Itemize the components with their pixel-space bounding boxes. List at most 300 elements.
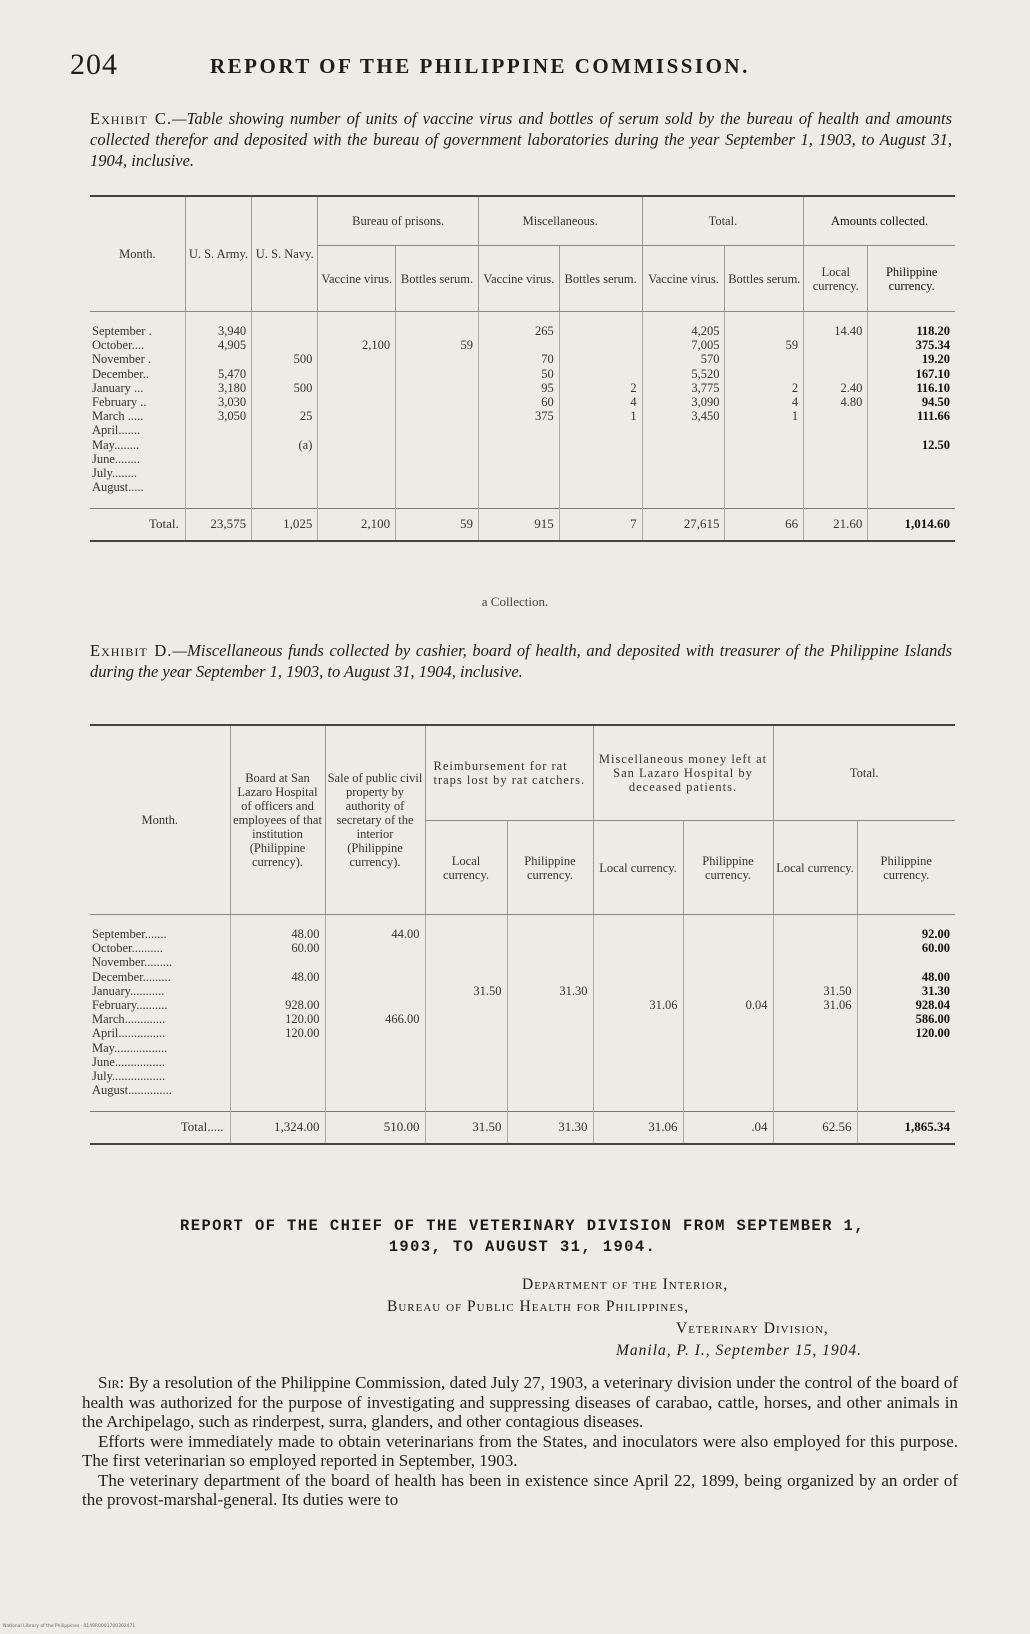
col-us-army: U. S. Army. (185, 196, 251, 312)
exhibit-d-table (90, 724, 955, 1145)
cell-board (230, 1055, 325, 1069)
cell-t_phil (857, 1069, 955, 1083)
cell-board: 48.00 (230, 970, 325, 984)
cell-sale (325, 1069, 425, 1083)
cell-p_vac (318, 352, 396, 366)
cell-army: 5,470 (185, 367, 251, 381)
cell-month: October.......... (90, 941, 230, 955)
table-row (90, 1055, 955, 1069)
table-row (90, 438, 955, 452)
cell-r_phil (507, 1026, 593, 1040)
cell-local (804, 423, 868, 437)
cell-m_vac (478, 466, 559, 480)
total-phil: 1,014.60 (868, 509, 955, 541)
total-row (90, 509, 955, 541)
cell-m_vac (478, 480, 559, 509)
cell-r_loc (425, 998, 507, 1012)
col-total: Total. (773, 725, 955, 821)
total-board: 1,324.00 (230, 1112, 325, 1144)
table-row (90, 452, 955, 466)
total-army: 23,575 (185, 509, 251, 541)
col-amounts: Amounts collected. (804, 196, 955, 246)
cell-month: April....... (90, 423, 185, 437)
cell-local (804, 438, 868, 452)
cell-p_vac (318, 312, 396, 339)
cell-r_loc (425, 1012, 507, 1026)
cell-r_phil (507, 915, 593, 942)
cell-phil: 12.50 (921, 437, 950, 452)
cell-m_loc (593, 1012, 683, 1026)
col-local-currency: Local currency. (804, 246, 868, 312)
cell-month: April............... (90, 1026, 230, 1040)
cell-t_phil: 120.00 (915, 1026, 950, 1041)
paragraph-3: The veterinary department of the board of health has been in existence since April 22, 1899, being organized by an order of the provost-marshal-general. Its duties were to (82, 1470, 958, 1509)
cell-r_phil (507, 1012, 593, 1026)
cell-month: July........ (90, 466, 185, 480)
cell-sale (325, 941, 425, 955)
cell-p_vac (318, 438, 396, 452)
cell-navy (252, 338, 318, 352)
address-line-2: Bureau of Public Health for Philippines, (387, 1298, 690, 1315)
cell-m_bot (559, 423, 642, 437)
cell-p_vac (318, 423, 396, 437)
total-p_vac: 2,100 (318, 509, 396, 541)
cell-local: 14.40 (804, 312, 868, 339)
cell-t_loc (773, 941, 857, 955)
col-total: Total. (642, 196, 804, 246)
cell-p_bot (396, 438, 479, 452)
cell-t_vac (642, 423, 725, 437)
cell-m_vac: 265 (478, 312, 559, 339)
exhibit-c-table (90, 195, 955, 542)
cell-t_phil: 48.00 (921, 969, 950, 984)
cell-navy: 25 (252, 409, 318, 423)
page-number: 204 (70, 48, 118, 81)
cell-t_bot (725, 480, 804, 509)
exhibit-c-footnote: a Collection. (481, 594, 549, 609)
col-total-philippine: Philippine currency. (857, 821, 955, 915)
cell-army: 3,050 (185, 409, 251, 423)
cell-local (804, 338, 868, 352)
cell-board (230, 984, 325, 998)
cell-t_loc (773, 1055, 857, 1069)
total-t_vac: 27,615 (642, 509, 725, 541)
cell-r_phil (507, 1041, 593, 1055)
total-r_loc: 31.50 (425, 1112, 507, 1144)
exhibit-d-caption (90, 640, 952, 682)
exhibit-c-label: Exhibit C. (90, 109, 173, 128)
cell-p_bot (396, 367, 479, 381)
paragraph-1-text: By a resolution of the Philippine Commission, dated July 27, 1903, a veterinary division under the control of the board of health was authorized for the purpose of investigating and suppressing diseases of carabao, cattle, horses, and other animals in the Archipelago, such as rinderpest, surra, glanders, and other contagious diseases. (82, 1373, 958, 1431)
cell-board: 928.00 (230, 998, 325, 1012)
table-row (90, 955, 955, 969)
total-navy: 1,025 (252, 509, 318, 541)
col-bureau-prisons: Bureau of prisons. (318, 196, 479, 246)
cell-army: 4,905 (185, 338, 251, 352)
cell-t_bot (725, 367, 804, 381)
cell-t_phil (857, 1041, 955, 1055)
col-prisons-vaccine: Vaccine virus. (318, 246, 396, 312)
cell-t_bot (725, 438, 804, 452)
cell-t_loc (773, 1041, 857, 1055)
cell-t_loc: 31.50 (773, 984, 857, 998)
library-imprint: National Library of the Philippines · 0149R0001700302471 (3, 1624, 136, 1629)
cell-p_bot (396, 466, 479, 480)
cell-board: 120.00 (230, 1012, 325, 1026)
cell-t_vac: 3,450 (642, 409, 725, 423)
cell-r_loc (425, 970, 507, 984)
col-misc-local: Local currency. (593, 821, 683, 915)
cell-m_vac (478, 438, 559, 452)
col-board-san-lazaro: Board at San Lazaro Hospital of officers and employees of that institution (Philippine currency). (230, 725, 325, 915)
total-t_bot: 66 (725, 509, 804, 541)
cell-month: June........ (90, 452, 185, 466)
col-miscellaneous: Miscellaneous. (478, 196, 642, 246)
cell-sale (325, 955, 425, 969)
cell-p_bot (396, 409, 479, 423)
cell-m_loc (593, 1069, 683, 1083)
table-row (90, 998, 955, 1012)
cell-m_loc (593, 984, 683, 998)
cell-p_bot (396, 381, 479, 395)
cell-p_vac (318, 452, 396, 466)
cell-phil: 111.66 (917, 409, 950, 424)
col-total-vaccine: Vaccine virus. (642, 246, 725, 312)
table-row (90, 480, 955, 509)
cell-m_bot (559, 352, 642, 366)
cell-month: March ..... (90, 409, 185, 423)
cell-t_loc (773, 915, 857, 942)
cell-army: 3,030 (185, 395, 251, 409)
cell-phil: 19.20 (921, 352, 950, 367)
cell-r_phil (507, 955, 593, 969)
cell-t_vac: 3,775 (642, 381, 725, 395)
cell-board: 120.00 (230, 1026, 325, 1040)
cell-r_loc (425, 941, 507, 955)
cell-board (230, 1069, 325, 1083)
cell-navy (252, 312, 318, 339)
total-p_bot: 59 (396, 509, 479, 541)
cell-m_phil (683, 1012, 773, 1026)
table-row (90, 466, 955, 480)
table-row (90, 970, 955, 984)
cell-t_bot (725, 466, 804, 480)
cell-t_bot (725, 352, 804, 366)
cell-p_bot (396, 395, 479, 409)
col-sale-property: Sale of public civil property by authority of secretary of the interior (Philippine currency). (325, 725, 425, 915)
cell-t_bot: 2 (725, 381, 804, 395)
cell-navy: (a) (252, 438, 318, 452)
col-misc-bottles: Bottles serum. (559, 246, 642, 312)
report-title-line-1: REPORT OF THE CHIEF OF THE VETERINARY DIVISION FROM SEPTEMBER 1, (180, 1217, 865, 1235)
cell-local (804, 367, 868, 381)
cell-t_phil (857, 1055, 955, 1069)
cell-t_vac (642, 466, 725, 480)
cell-board (230, 955, 325, 969)
cell-month: August.............. (90, 1083, 230, 1112)
cell-m_loc (593, 1055, 683, 1069)
total-t_phil: 1,865.34 (857, 1112, 955, 1144)
cell-t_phil: 60.00 (921, 941, 950, 956)
cell-board: 60.00 (230, 941, 325, 955)
cell-r_loc (425, 1041, 507, 1055)
cell-sale (325, 1041, 425, 1055)
cell-month: September . (90, 312, 185, 339)
cell-army (185, 423, 251, 437)
cell-local (804, 409, 868, 423)
col-reimb-philippine: Philippine currency. (507, 821, 593, 915)
table-row (90, 1041, 955, 1055)
total-m_loc: 31.06 (593, 1112, 683, 1144)
total-m_phil: .04 (683, 1112, 773, 1144)
cell-p_bot (396, 312, 479, 339)
cell-army: 3,940 (185, 312, 251, 339)
cell-m_loc: 31.06 (593, 998, 683, 1012)
report-title (90, 1216, 955, 1258)
cell-p_vac (318, 381, 396, 395)
cell-m_bot (559, 312, 642, 339)
cell-t_phil: 928.04 (915, 998, 950, 1013)
cell-t_loc (773, 955, 857, 969)
cell-t_phil: 92.00 (921, 927, 950, 941)
exhibit-c-caption-text: —Table showing number of units of vaccine virus and bottles of serum sold by the bureau of health and amounts collected therefor and deposited with the bureau of government laboratories during the year September 1, 1903, to August 31, 1904, inclusive. (90, 109, 953, 170)
exhibit-c-caption (90, 108, 952, 171)
cell-r_loc (425, 1083, 507, 1112)
table-row (90, 352, 955, 366)
running-title: REPORT OF THE PHILIPPINE COMMISSION. (210, 54, 750, 78)
cell-m_bot: 2 (559, 381, 642, 395)
address-line-4: Manila, P. I., September 15, 1904. (616, 1342, 862, 1359)
col-prisons-bottles: Bottles serum. (396, 246, 479, 312)
cell-t_vac: 4,205 (642, 312, 725, 339)
cell-m_bot (559, 480, 642, 509)
cell-m_loc (593, 955, 683, 969)
cell-local: 4.80 (804, 395, 868, 409)
cell-local (804, 452, 868, 466)
cell-phil (868, 452, 955, 466)
cell-t_phil (857, 955, 955, 969)
cell-month: February.......... (90, 998, 230, 1012)
cell-sale (325, 998, 425, 1012)
table-row (90, 423, 955, 437)
total-local: 21.60 (804, 509, 868, 541)
cell-navy (252, 480, 318, 509)
cell-m_bot (559, 367, 642, 381)
cell-t_bot: 59 (725, 338, 804, 352)
cell-m_loc (593, 915, 683, 942)
cell-p_bot (396, 352, 479, 366)
cell-phil (868, 423, 955, 437)
cell-p_vac (318, 367, 396, 381)
cell-sale (325, 1055, 425, 1069)
cell-m_loc (593, 970, 683, 984)
cell-phil (868, 466, 955, 480)
table-row (90, 984, 955, 998)
paragraph-2: Efforts were immediately made to obtain veterinarians from the States, and inoculators were also employed for this purpose. The first veterinarian so employed reported in September, 1903. (82, 1431, 958, 1470)
cell-phil: 167.10 (915, 366, 950, 381)
cell-m_loc (593, 1041, 683, 1055)
cell-t_vac (642, 480, 725, 509)
total-month: Total. (90, 509, 185, 541)
cell-p_bot (396, 480, 479, 509)
cell-r_phil (507, 1055, 593, 1069)
cell-m_bot: 1 (559, 409, 642, 423)
cell-phil (868, 480, 955, 509)
cell-m_phil (683, 1069, 773, 1083)
cell-p_vac: 2,100 (318, 338, 396, 352)
cell-t_phil: 31.30 (921, 983, 950, 998)
col-total-local: Local currency. (773, 821, 857, 915)
cell-t_vac (642, 452, 725, 466)
total-r_phil: 31.30 (507, 1112, 593, 1144)
exhibit-d-caption-text: —Miscellaneous funds collected by cashier, board of health, and deposited with treasurer of the Philippine Islands during the year September 1, 1903, to August 31, 1904, inclusive. (90, 641, 952, 681)
report-body (82, 1373, 958, 1510)
table-row (90, 1083, 955, 1112)
cell-m_phil (683, 941, 773, 955)
cell-t_phil: 586.00 (915, 1012, 950, 1027)
address-line-1: Department of the Interior, (522, 1276, 729, 1293)
cell-local: 2.40 (804, 381, 868, 395)
cell-t_bot (725, 312, 804, 339)
total-m_bot: 7 (559, 509, 642, 541)
table-row (90, 381, 955, 395)
cell-t_loc (773, 970, 857, 984)
col-month: Month. (90, 196, 185, 312)
cell-month: January........... (90, 984, 230, 998)
cell-month: July................. (90, 1069, 230, 1083)
cell-r_loc: 31.50 (425, 984, 507, 998)
col-reimbursement: Reimbursement for rat traps lost by rat catchers. (425, 725, 593, 821)
page-header (70, 48, 950, 88)
cell-r_loc (425, 1069, 507, 1083)
total-sale: 510.00 (325, 1112, 425, 1144)
cell-r_loc (425, 1026, 507, 1040)
cell-navy (252, 452, 318, 466)
cell-local (804, 352, 868, 366)
cell-r_phil (507, 998, 593, 1012)
cell-sale (325, 984, 425, 998)
cell-p_bot (396, 452, 479, 466)
cell-navy: 500 (252, 381, 318, 395)
table-row (90, 1012, 955, 1026)
cell-m_vac (478, 423, 559, 437)
cell-phil: 94.50 (921, 395, 950, 410)
cell-m_phil (683, 970, 773, 984)
total-m_vac: 915 (478, 509, 559, 541)
cell-month: November . (90, 352, 185, 366)
cell-t_vac: 3,090 (642, 395, 725, 409)
cell-m_vac: 375 (478, 409, 559, 423)
cell-sale: 466.00 (325, 1012, 425, 1026)
cell-navy: 500 (252, 352, 318, 366)
cell-m_vac: 50 (478, 367, 559, 381)
paragraph-1 (82, 1373, 958, 1432)
col-month: Month. (90, 725, 230, 915)
cell-t_vac: 570 (642, 352, 725, 366)
cell-m_bot (559, 438, 642, 452)
cell-t_vac: 7,005 (642, 338, 725, 352)
cell-m_bot (559, 338, 642, 352)
cell-m_vac (478, 452, 559, 466)
cell-r_phil (507, 941, 593, 955)
cell-p_vac (318, 409, 396, 423)
col-philippine-currency: Philippine currency. (868, 246, 955, 312)
cell-m_vac: 95 (478, 381, 559, 395)
cell-m_bot (559, 466, 642, 480)
cell-t_vac: 5,520 (642, 367, 725, 381)
cell-month: May................. (90, 1041, 230, 1055)
table-row (90, 1069, 955, 1083)
cell-m_loc (593, 1026, 683, 1040)
cell-m_phil (683, 915, 773, 942)
cell-m_vac (478, 338, 559, 352)
cell-r_phil (507, 970, 593, 984)
col-us-navy: U. S. Navy. (252, 196, 318, 312)
cell-r_loc (425, 955, 507, 969)
cell-r_loc (425, 915, 507, 942)
cell-t_loc (773, 1083, 857, 1112)
cell-t_phil (857, 1083, 955, 1112)
cell-board (230, 1083, 325, 1112)
cell-t_bot: 1 (725, 409, 804, 423)
cell-navy (252, 466, 318, 480)
cell-month: February .. (90, 395, 185, 409)
cell-t_bot: 4 (725, 395, 804, 409)
table-row (90, 312, 955, 339)
cell-army (185, 438, 251, 452)
cell-sale (325, 970, 425, 984)
table-row (90, 915, 955, 942)
cell-month: September....... (90, 915, 230, 942)
cell-month: December.. (90, 367, 185, 381)
cell-navy (252, 367, 318, 381)
cell-m_phil (683, 955, 773, 969)
table-row (90, 941, 955, 955)
col-reimb-local: Local currency. (425, 821, 507, 915)
cell-month: June................ (90, 1055, 230, 1069)
cell-t_loc (773, 1026, 857, 1040)
cell-sale: 44.00 (325, 915, 425, 942)
cell-board: 48.00 (230, 915, 325, 942)
total-row (90, 1112, 955, 1144)
cell-board (230, 1041, 325, 1055)
cell-t_bot (725, 452, 804, 466)
col-misc-philippine: Philippine currency. (683, 821, 773, 915)
cell-army (185, 452, 251, 466)
cell-m_phil (683, 984, 773, 998)
table-row (90, 1026, 955, 1040)
cell-army: 3,180 (185, 381, 251, 395)
col-misc-vaccine: Vaccine virus. (478, 246, 559, 312)
cell-m_vac: 60 (478, 395, 559, 409)
cell-army (185, 480, 251, 509)
cell-sale (325, 1026, 425, 1040)
report-title-line-2: 1903, TO AUGUST 31, 1904. (388, 1238, 657, 1256)
cell-t_loc (773, 1069, 857, 1083)
cell-navy (252, 395, 318, 409)
cell-p_vac (318, 466, 396, 480)
cell-m_bot (559, 452, 642, 466)
table-row (90, 409, 955, 423)
cell-month: November......... (90, 955, 230, 969)
cell-m_phil (683, 1026, 773, 1040)
cell-month: August..... (90, 480, 185, 509)
cell-month: October.... (90, 338, 185, 352)
cell-army (185, 352, 251, 366)
cell-month: May........ (90, 438, 185, 452)
table-row (90, 395, 955, 409)
cell-m_bot: 4 (559, 395, 642, 409)
